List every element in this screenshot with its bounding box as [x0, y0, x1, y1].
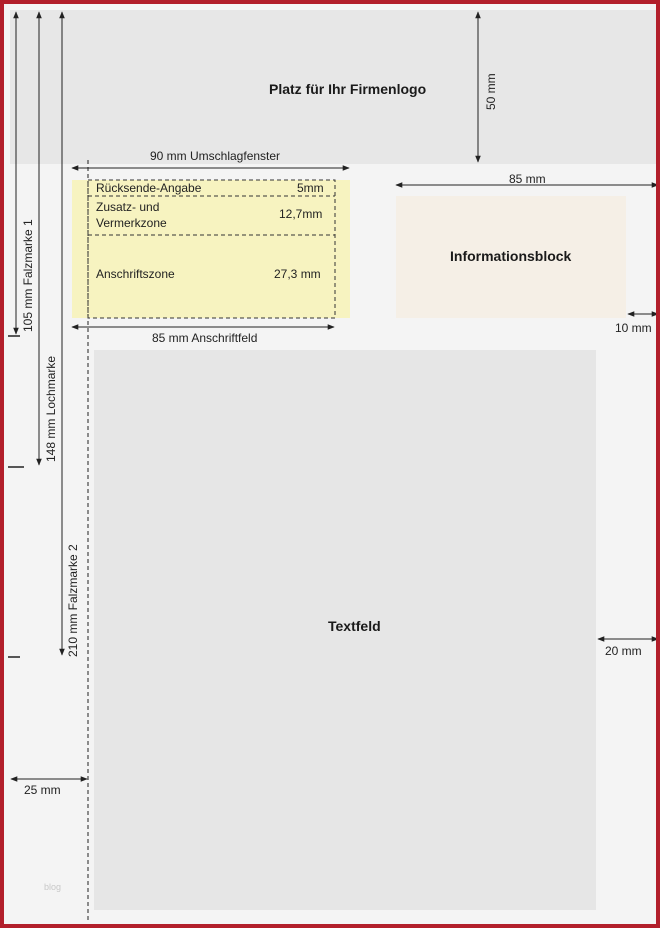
right-margin-20-label: 20 mm — [605, 644, 642, 658]
address-zone-label: Anschriftszone — [96, 267, 175, 281]
right-margin-10-label: 10 mm — [615, 321, 652, 335]
zusatz-zone-label-2: Vermerkzone — [96, 216, 167, 230]
fold-mark-1-label: 105 mm Falzmarke 1 — [21, 219, 35, 332]
fold-mark-2-label: 210 mm Falzmarke 2 — [66, 544, 80, 657]
textfield-label: Textfeld — [328, 618, 381, 634]
zusatz-zone-value: 12,7mm — [279, 207, 323, 221]
punch-mark-label: 148 mm Lochmarke — [44, 355, 58, 462]
return-address-label: Rücksende-Angabe — [96, 181, 202, 195]
infoblock-label: Informationsblock — [450, 248, 572, 264]
infoblock-width-label: 85 mm — [509, 172, 546, 186]
zusatz-zone-label-1: Zusatz- und — [96, 200, 160, 214]
watermark: blog — [44, 882, 62, 892]
left-margin-label: 25 mm — [24, 783, 61, 797]
address-zone-value: 27,3 mm — [274, 267, 321, 281]
window-width-label: 90 mm Umschlagfenster — [150, 149, 281, 163]
logo-label: Platz für Ihr Firmenlogo — [269, 81, 427, 97]
dimension-lines — [4, 4, 660, 928]
return-address-value: 5mm — [297, 181, 324, 195]
logo-height-label: 50 mm — [484, 73, 498, 110]
address-field-label: 85 mm Anschriftfeld — [152, 331, 258, 345]
